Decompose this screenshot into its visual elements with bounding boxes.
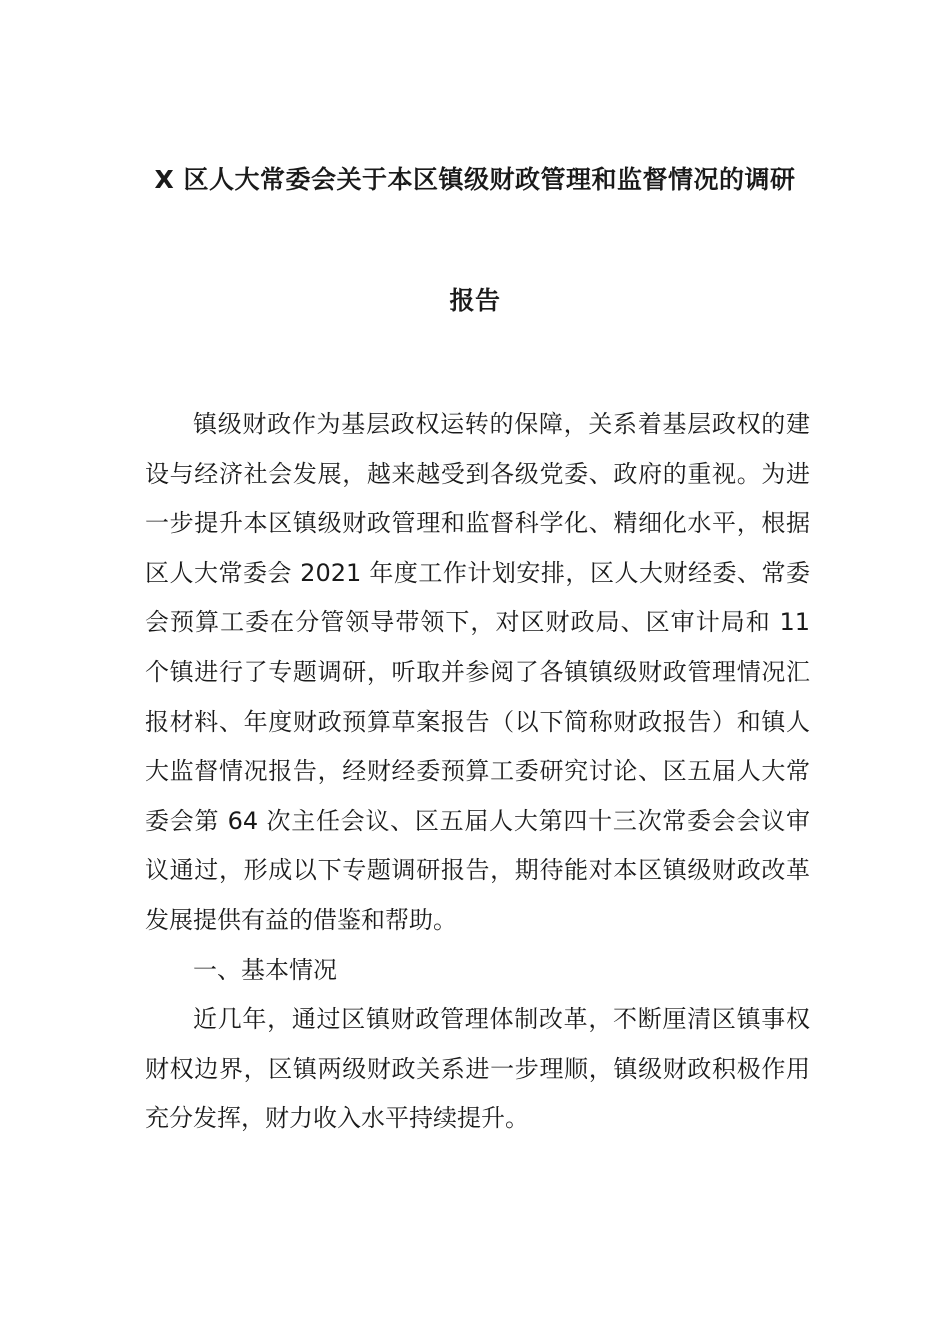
document-title-line-2: 报告 [449,286,501,315]
basic-situation-paragraph: 近几年，通过区镇财政管理体制改革，不断厘清区镇事权财权边界，区镇两级财政关系进一步理顺，镇级财政积极作用充分发挥，财力收入水平持续提升。 [145,1005,810,1133]
intro-paragraph: 镇级财政作为基层政权运转的保障，关系着基层政权的建设与经济社会发展，越来越受到各级党委、政府的重视。为进一步提升本区镇级财政管理和监督科学化、精细化水平，根据区人大常委会 2021 年度工作计划安排，区人大财经委、常委会预算工委在分管领导带领下，对区财政局、区审计局和 11 个镇进行了专题调研，听取并参阅了各镇镇级财政管理情况汇报材料、年度财政预算草案报告（以下简称财政报告）和镇人大监督情况报告，经财经委预算工委研究讨论、区五届人大常委会第 64 次主任会议、区五届人大第四十三次常委会会议审议通过，形成以下专题调研报告，期待能对本区镇级财政改革发展提供有益的借鉴和帮助。 [145,410,810,934]
document-body [145,400,810,1144]
document-title-line-1: X 区人大常委会关于本区镇级财政管理和监督情况的调研 [154,165,796,194]
section-heading-basic-situation: 一、基本情况 [193,955,337,984]
